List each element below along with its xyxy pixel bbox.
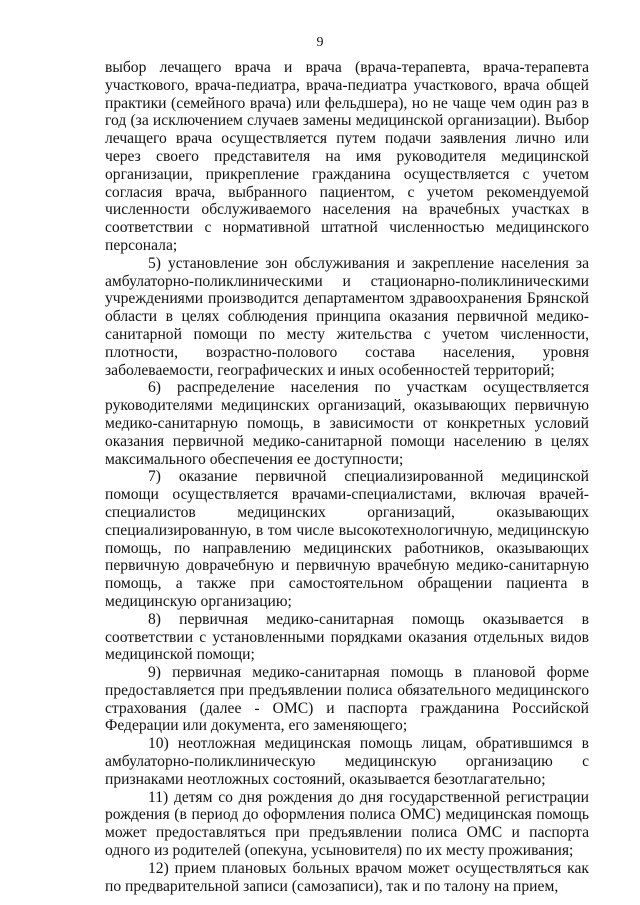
page-number: 9	[316, 35, 324, 50]
paragraph-item-10: 10) неотложная медицинская помощь лицам, обратившимся в амбулаторно-поликлиническую медицинскую организацию с признаками неотложных состояний, оказывается безотлагательно;	[105, 735, 589, 788]
paragraph-item-7: 7) оказание первичной специализированной медицинской помощи осуществляется врачами-специалистами, включая врачей-специалистов медицинских организаций, оказывающих специализированную, в том числе высокотехнологичную, медицинскую помощь, по направлению медицинских работников, оказывающих первичную доврачебную и первичную врачебную медико-санитарную помощь, а также при самостоятельном обращении пациента в медицинскую организацию;	[105, 468, 589, 610]
paragraph-item-6: 6) распределение населения по участкам осуществляется руководителями медицинских организаций, оказывающих первичную медико-санитарную помощь, в зависимости от конкретных условий оказания первичной медико-санитарной помощи населению в целях максимального обеспечения ее доступности;	[105, 379, 589, 468]
paragraph-item-11: 11) детям со дня рождения до дня государственной регистрации рождения (в период до оформления полиса ОМС) медицинская помощь может предоставляться при предъявлении полиса ОМС и паспорта одного из родителей (опекуна, усыновителя) по их месту проживания;	[105, 788, 589, 860]
paragraph-item-9: 9) первичная медико-санитарная помощь в плановой форме предоставляется при предъявлении полиса обязательного медицинского страхования (далее - ОМС) и паспорта гражданина Российской Федерации или документа, его заменяющего;	[105, 664, 589, 735]
document-body	[105, 59, 589, 895]
paragraph-item-8: 8) первичная медико-санитарная помощь оказывается в соответствии с установленными порядками оказания отдельных видов медицинской помощи;	[105, 610, 589, 664]
paragraph-continuation: выбор лечащего врача и врача (врача-терапевта, врача-терапевта участкового, врача-педиатра, врача-педиатра участкового, врача общей практики (семейного врача) или фельдшера), но не чаще чем один раз в год (за исключением случаев замены медицинской организации). Выбор лечащего врача осуществляется путем подачи заявления лично или через своего представителя на имя руководителя медицинской организации, прикрепление гражданина осуществляется с учетом согласия врача, выбранного пациентом, с учетом рекомендуемой численности обслуживаемого населения на врачебных участках в соответствии с нормативной штатной численностью медицинского персонала;	[105, 59, 589, 254]
paragraph-item-5: 5) установление зон обслуживания и закрепление населения за амбулаторно-поликлиническими и стационарно-поликлиническими учреждениями производится департаментом здравоохранения Брянской области в целях соблюдения принципа оказания первичной медико-санитарной помощи по месту жительства с учетом численности, плотности, возрастно-полового состава населения, уровня заболеваемости, географических и иных особенностей территорий;	[105, 254, 589, 379]
paragraph-item-12: 12) прием плановых больных врачом может осуществляться как по предварительной записи (самозаписи), так и по талону на прием,	[105, 859, 589, 895]
